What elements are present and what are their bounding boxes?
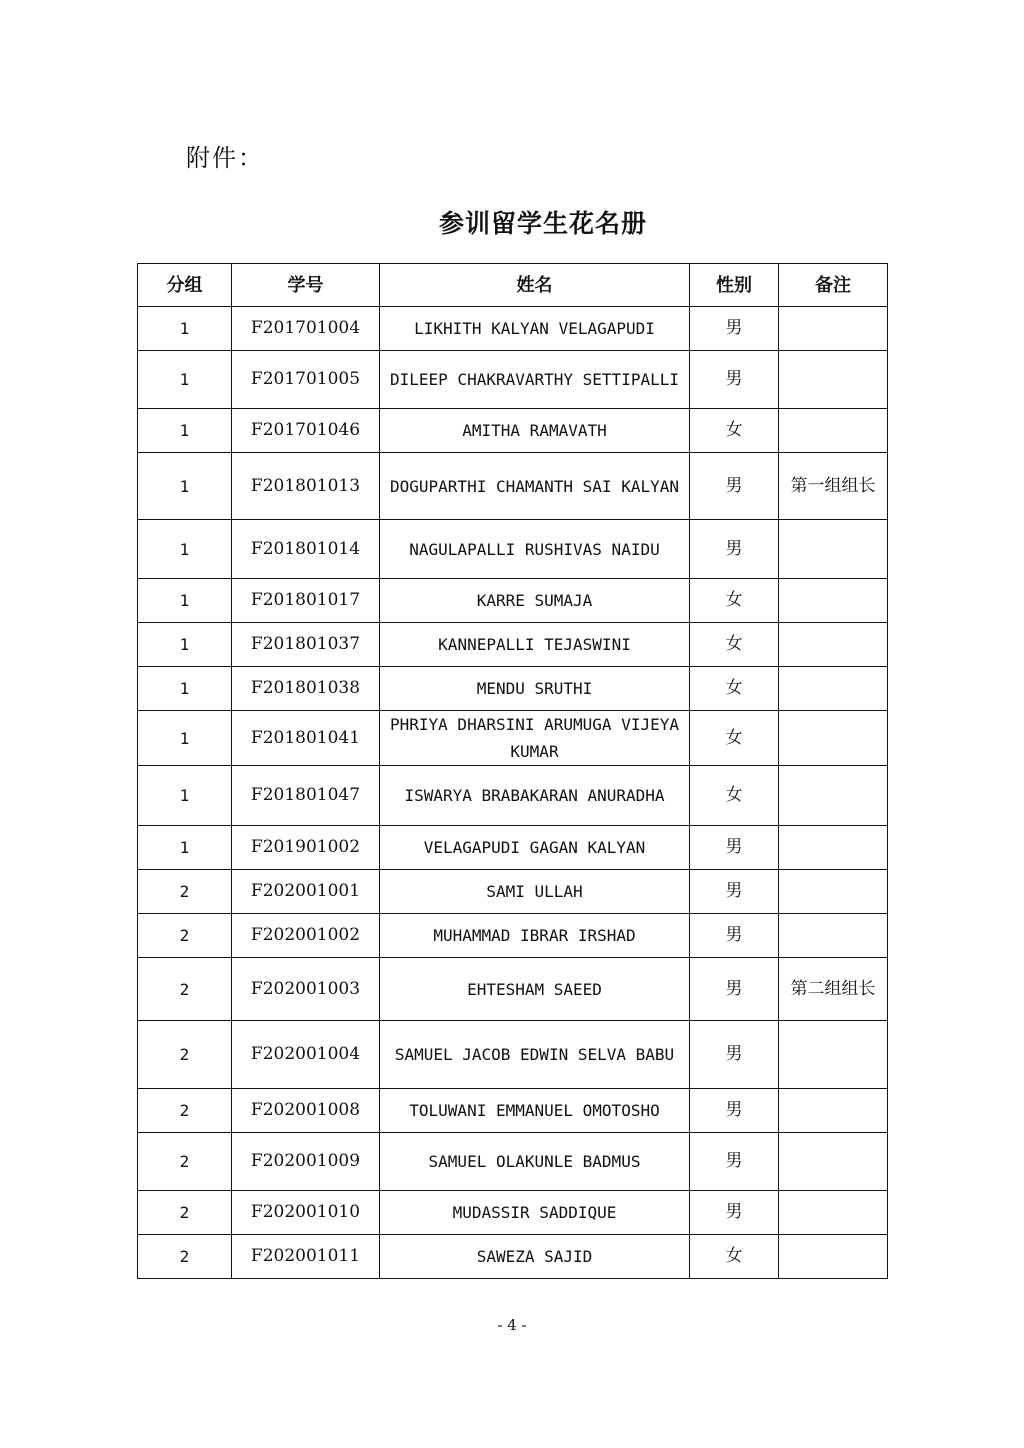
column-header-gender: 性别 [690, 264, 779, 307]
cell-group: 2 [138, 958, 232, 1021]
cell-name: NAGULAPALLI RUSHIVAS NAIDU [380, 520, 690, 579]
cell-note [779, 351, 888, 409]
table-row [138, 453, 888, 520]
cell-gender: 女 [690, 711, 779, 766]
cell-gender: 女 [690, 623, 779, 667]
cell-name: KARRE SUMAJA [380, 579, 690, 623]
column-header-note: 备注 [779, 264, 888, 307]
cell-gender: 男 [690, 307, 779, 351]
cell-name: PHRIYA DHARSINI ARUMUGA VIJEYA KUMAR [380, 711, 690, 766]
page-number: - 4 - [497, 1316, 527, 1334]
cell-group: 2 [138, 1133, 232, 1191]
table-row [138, 351, 888, 409]
cell-student-id: F201701046 [232, 409, 380, 453]
table-body [138, 307, 888, 1279]
cell-name: DILEEP CHAKRAVARTHY SETTIPALLI [380, 351, 690, 409]
table-row [138, 958, 888, 1021]
table-row [138, 579, 888, 623]
table-row [138, 1235, 888, 1279]
cell-note [779, 1133, 888, 1191]
cell-name: TOLUWANI EMMANUEL OMOTOSHO [380, 1089, 690, 1133]
cell-note [779, 870, 888, 914]
cell-student-id: F202001011 [232, 1235, 380, 1279]
table-row [138, 711, 888, 766]
table-row [138, 1133, 888, 1191]
table-row [138, 766, 888, 826]
cell-name: DOGUPARTHI CHAMANTH SAI KALYAN [380, 453, 690, 520]
cell-name: ISWARYA BRABAKARAN ANURADHA [380, 766, 690, 826]
cell-student-id: F202001002 [232, 914, 380, 958]
cell-gender: 男 [690, 453, 779, 520]
cell-note: 第一组组长 [779, 453, 888, 520]
table-row [138, 914, 888, 958]
cell-group: 1 [138, 520, 232, 579]
cell-student-id: F202001004 [232, 1021, 380, 1089]
cell-group: 1 [138, 623, 232, 667]
attachment-label: 附件： [186, 144, 264, 172]
cell-name: MUHAMMAD IBRAR IRSHAD [380, 914, 690, 958]
header-row [138, 264, 888, 307]
cell-student-id: F202001003 [232, 958, 380, 1021]
cell-gender: 女 [690, 409, 779, 453]
cell-note [779, 520, 888, 579]
cell-group: 1 [138, 667, 232, 711]
cell-group: 1 [138, 826, 232, 870]
column-header-group: 分组 [138, 264, 232, 307]
cell-note [779, 1089, 888, 1133]
table-row [138, 1191, 888, 1235]
cell-note [779, 1191, 888, 1235]
cell-group: 2 [138, 1089, 232, 1133]
cell-group: 1 [138, 351, 232, 409]
cell-student-id: F201701005 [232, 351, 380, 409]
table-header [138, 264, 888, 307]
cell-name: MENDU SRUTHI [380, 667, 690, 711]
cell-group: 2 [138, 1235, 232, 1279]
cell-group: 2 [138, 870, 232, 914]
cell-student-id: F201801037 [232, 623, 380, 667]
cell-group: 1 [138, 453, 232, 520]
document-title: 参训留学生花名册 [438, 209, 647, 238]
cell-name: EHTESHAM SAEED [380, 958, 690, 1021]
cell-student-id: F202001001 [232, 870, 380, 914]
cell-student-id: F201801013 [232, 453, 380, 520]
table-row [138, 826, 888, 870]
column-header-name: 姓名 [380, 264, 690, 307]
cell-gender: 女 [690, 766, 779, 826]
cell-name: VELAGAPUDI GAGAN KALYAN [380, 826, 690, 870]
cell-gender: 男 [690, 958, 779, 1021]
cell-gender: 男 [690, 870, 779, 914]
cell-gender: 男 [690, 914, 779, 958]
cell-gender: 女 [690, 1235, 779, 1279]
cell-name: SAWEZA SAJID [380, 1235, 690, 1279]
cell-note [779, 914, 888, 958]
cell-name: MUDASSIR SADDIQUE [380, 1191, 690, 1235]
column-header-student-id: 学号 [232, 264, 380, 307]
cell-group: 2 [138, 1021, 232, 1089]
cell-note [779, 826, 888, 870]
cell-name: KANNEPALLI TEJASWINI [380, 623, 690, 667]
cell-group: 2 [138, 1191, 232, 1235]
cell-gender: 男 [690, 351, 779, 409]
cell-student-id: F201801047 [232, 766, 380, 826]
cell-group: 1 [138, 711, 232, 766]
cell-gender: 女 [690, 579, 779, 623]
cell-student-id: F201801014 [232, 520, 380, 579]
cell-group: 1 [138, 307, 232, 351]
cell-note [779, 623, 888, 667]
cell-group: 1 [138, 409, 232, 453]
table-row [138, 1021, 888, 1089]
cell-group: 1 [138, 766, 232, 826]
cell-gender: 男 [690, 1021, 779, 1089]
table-row [138, 623, 888, 667]
cell-note: 第二组组长 [779, 958, 888, 1021]
cell-note [779, 766, 888, 826]
cell-name: SAMI ULLAH [380, 870, 690, 914]
table-row [138, 1089, 888, 1133]
cell-note [779, 711, 888, 766]
cell-student-id: F201801017 [232, 579, 380, 623]
table-row [138, 409, 888, 453]
cell-student-id: F202001010 [232, 1191, 380, 1235]
table-row [138, 667, 888, 711]
cell-note [779, 667, 888, 711]
cell-gender: 男 [690, 826, 779, 870]
cell-gender: 男 [690, 520, 779, 579]
cell-student-id: F201801038 [232, 667, 380, 711]
cell-note [779, 307, 888, 351]
cell-group: 1 [138, 579, 232, 623]
cell-name: SAMUEL JACOB EDWIN SELVA BABU [380, 1021, 690, 1089]
table-row [138, 307, 888, 351]
cell-gender: 男 [690, 1089, 779, 1133]
table-row [138, 520, 888, 579]
cell-gender: 男 [690, 1133, 779, 1191]
cell-student-id: F201701004 [232, 307, 380, 351]
cell-gender: 男 [690, 1191, 779, 1235]
cell-gender: 女 [690, 667, 779, 711]
cell-group: 2 [138, 914, 232, 958]
cell-student-id: F202001009 [232, 1133, 380, 1191]
cell-student-id: F201801041 [232, 711, 380, 766]
cell-name: AMITHA RAMAVATH [380, 409, 690, 453]
student-roster-table [137, 263, 888, 1279]
cell-note [779, 1021, 888, 1089]
cell-student-id: F202001008 [232, 1089, 380, 1133]
table-row [138, 870, 888, 914]
cell-name: SAMUEL OLAKUNLE BADMUS [380, 1133, 690, 1191]
cell-name: LIKHITH KALYAN VELAGAPUDI [380, 307, 690, 351]
cell-note [779, 579, 888, 623]
cell-note [779, 409, 888, 453]
cell-student-id: F201901002 [232, 826, 380, 870]
cell-note [779, 1235, 888, 1279]
